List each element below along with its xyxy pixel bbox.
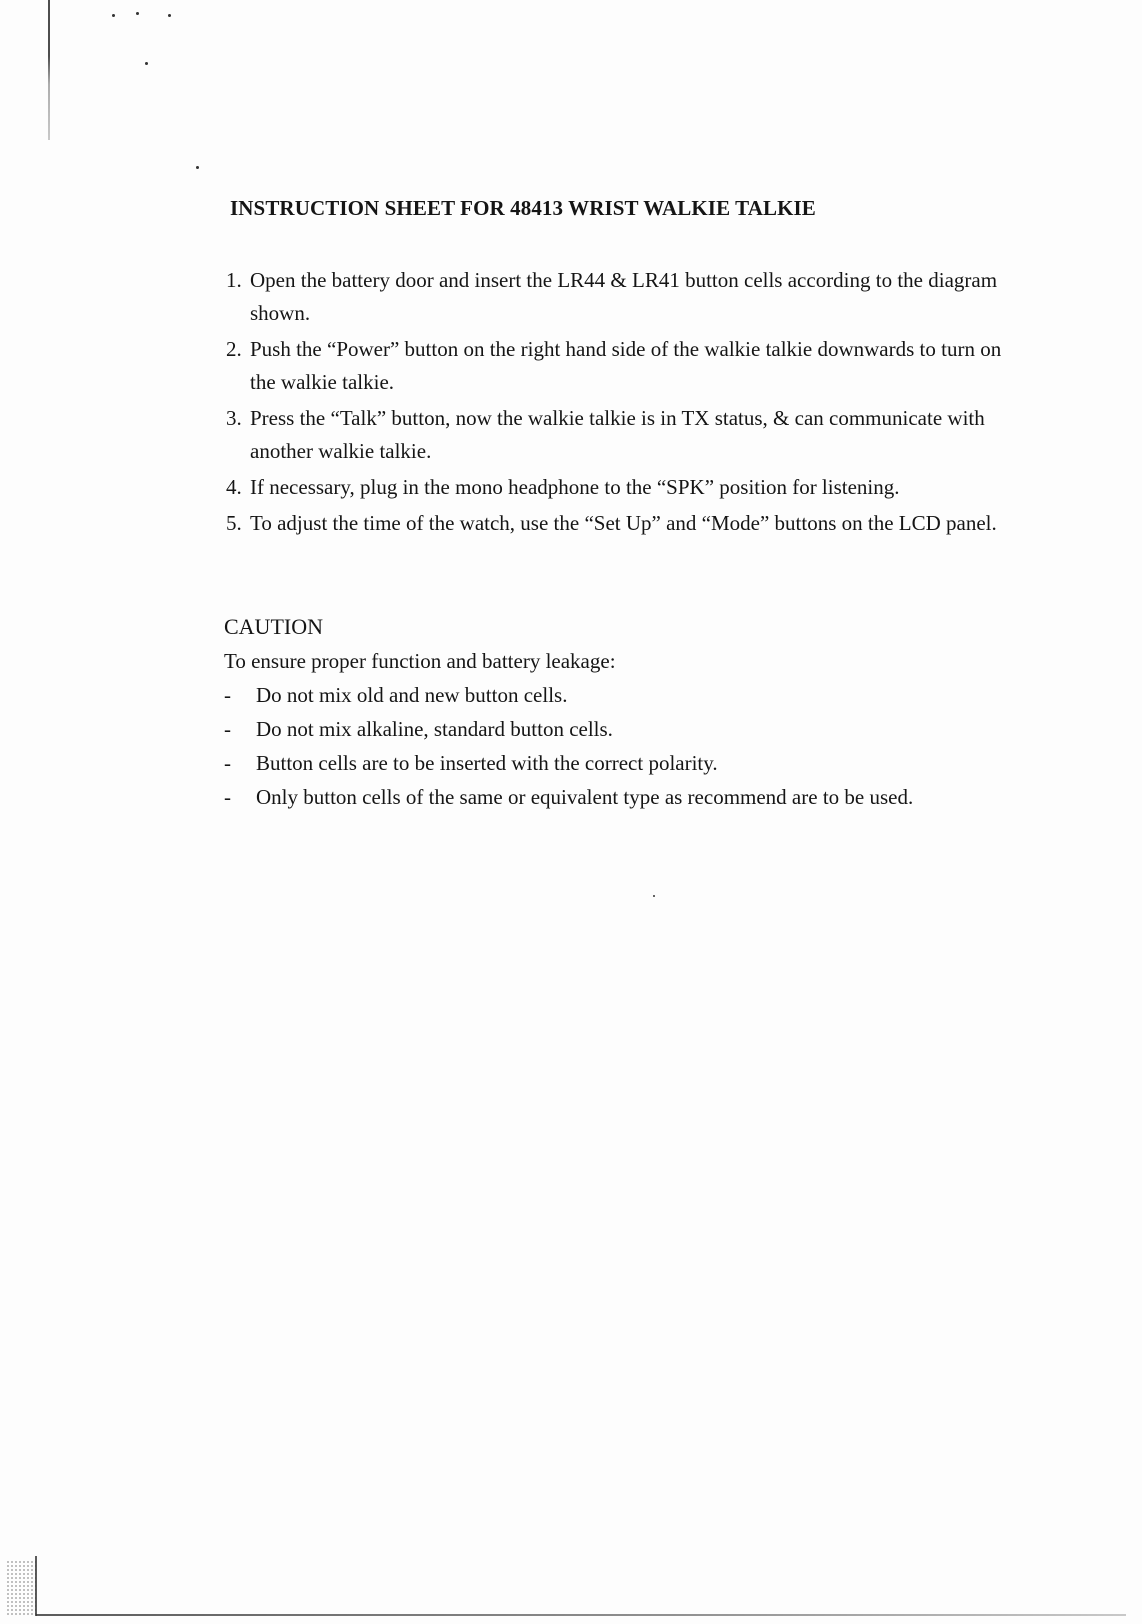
- caution-item: [224, 678, 1024, 712]
- instruction-steps: [226, 264, 1026, 543]
- instruction-step: [226, 333, 1026, 399]
- step-text: Open the battery door and insert the LR44 & LR41 button cells according to the diagram shown.: [250, 268, 998, 325]
- step-number: 2.: [226, 337, 242, 361]
- caution-item-text: Only button cells of the same or equivalent type as recommend are to be used.: [256, 785, 914, 809]
- bullet-dash: -: [224, 717, 231, 741]
- scan-corner-line: [35, 1556, 37, 1616]
- caution-item: [224, 746, 1024, 780]
- caution-heading: CAUTION: [224, 614, 323, 639]
- instruction-step: [226, 402, 1026, 468]
- step-text: To adjust the time of the watch, use the “Set Up” and “Mode” buttons on the LCD panel.: [250, 511, 997, 535]
- instruction-step: [226, 507, 1026, 540]
- step-text: If necessary, plug in the mono headphone to the “SPK” position for listening.: [250, 475, 900, 499]
- scan-speck: [112, 14, 115, 17]
- caution-item-text: Do not mix alkaline, standard button cells.: [256, 717, 613, 741]
- caution-item-text: Do not mix old and new button cells.: [256, 683, 568, 707]
- step-number: 1.: [226, 268, 242, 292]
- step-text: Press the “Talk” button, now the walkie talkie is in TX status, & can communicate with another walkie talkie.: [250, 406, 985, 463]
- scan-speck: [196, 166, 199, 169]
- document-title: INSTRUCTION SHEET FOR 48413 WRIST WALKIE TALKIE: [230, 196, 816, 220]
- caution-item: [224, 712, 1024, 746]
- caution-item-text: Button cells are to be inserted with the correct polarity.: [256, 751, 718, 775]
- caution-list: [224, 678, 1024, 814]
- caution-intro: To ensure proper function and battery leakage:: [224, 649, 616, 673]
- scan-edge-bottom: [36, 1614, 1126, 1616]
- scan-speck: [136, 12, 139, 15]
- step-number: 3.: [226, 406, 242, 430]
- bullet-dash: -: [224, 751, 231, 775]
- caution-item: [224, 780, 1024, 814]
- caution-section: [224, 610, 1024, 814]
- step-number: 5.: [226, 511, 242, 535]
- scan-speck: [653, 895, 655, 897]
- instruction-step: [226, 471, 1026, 504]
- bullet-dash: -: [224, 785, 231, 809]
- bullet-dash: -: [224, 683, 231, 707]
- scan-speck: [168, 14, 171, 17]
- step-number: 4.: [226, 475, 242, 499]
- scan-speck: [145, 62, 148, 65]
- scan-edge-left: [48, 0, 50, 140]
- scan-noise-corner: [6, 1560, 36, 1616]
- step-text: Push the “Power” button on the right hand side of the walkie talkie downwards to turn on the walkie talkie.: [250, 337, 1002, 394]
- instruction-step: [226, 264, 1026, 330]
